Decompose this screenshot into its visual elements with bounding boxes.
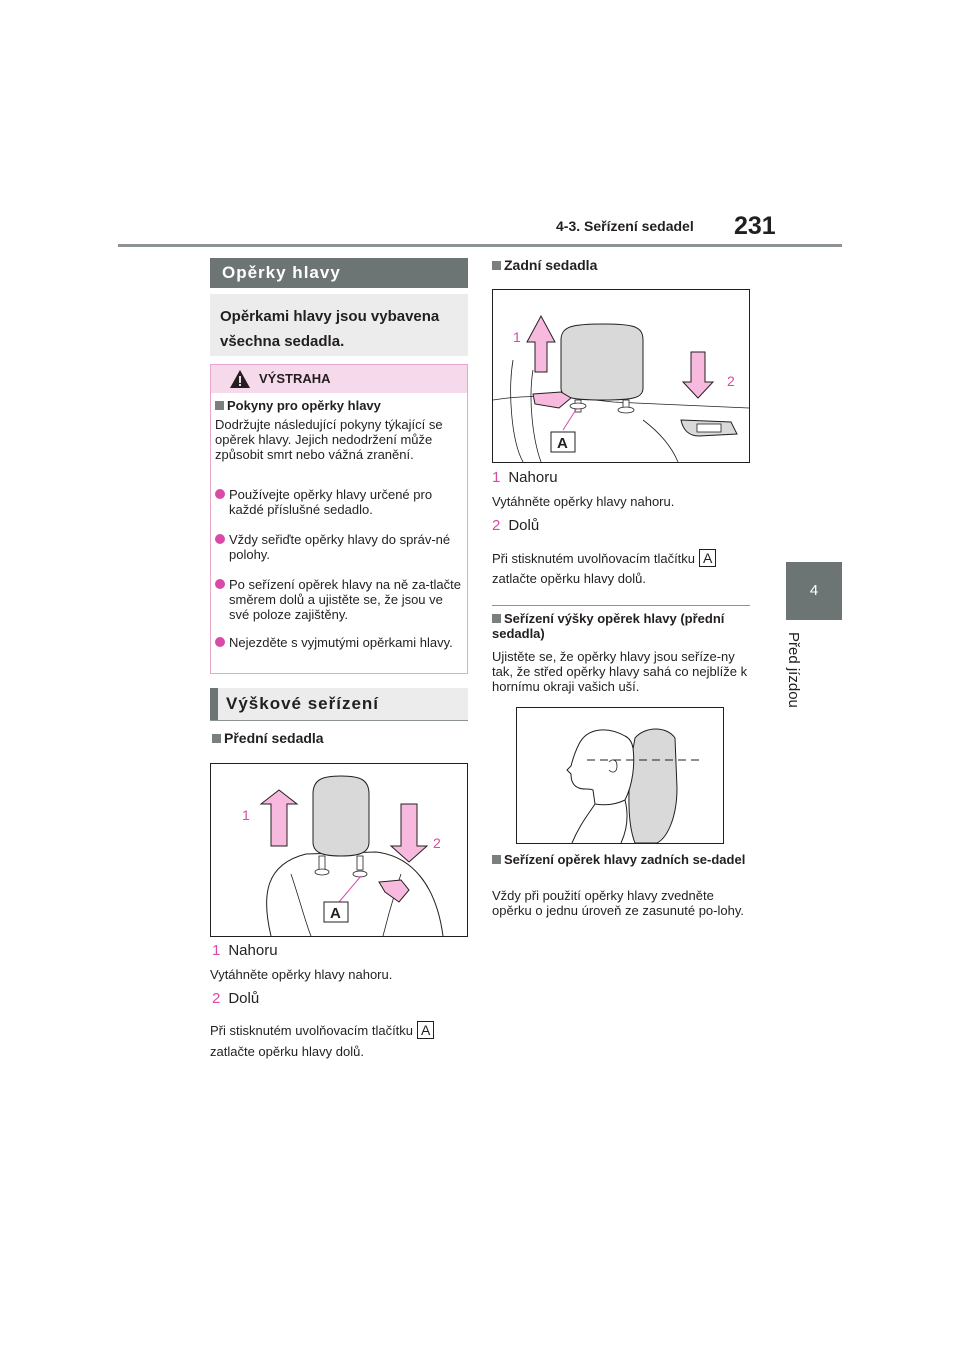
release-button-key: A [699, 549, 716, 567]
front-step-1: 1 Nahoru [212, 942, 278, 959]
height-front-heading: Seřízení výšky opěrek hlavy (přední sedadla) [492, 611, 725, 641]
square-bullet-icon [492, 261, 501, 270]
figure-label-a: A [557, 435, 568, 452]
figure-label-2: 2 [727, 373, 735, 389]
rear-step-2-text-line1: Při stisknutém uvolňovacím tlačítku A [492, 549, 716, 567]
rear-adjust-text: Vždy při použití opěrky hlavy zvedněte opěrku o jednu úroveň ze zasunuté po-lohy. [492, 888, 744, 918]
running-header-section: 4-3. Seřízení sedadel [556, 218, 694, 234]
section-title-bar: Opěrky hlavy [210, 258, 468, 288]
rear-seats-heading: Zadní sedadla [492, 257, 597, 273]
rear-step-1: 1 Nahoru [492, 469, 558, 486]
warning-box [210, 364, 468, 674]
warning-bullet: Používejte opěrky hlavy určené pro každé příslušné sedadlo. [215, 487, 461, 517]
chapter-tab-label: Před jízdou [785, 632, 802, 708]
front-step-2-text-line1: Při stisknutém uvolňovacím tlačítku A [210, 1021, 434, 1039]
bullet-dot-icon [215, 579, 225, 589]
square-bullet-icon [492, 614, 501, 623]
front-seats-heading: Přední sedadla [212, 730, 324, 746]
warning-triangle-icon [229, 369, 251, 389]
warning-subtitle: Pokyny pro opěrky hlavy [215, 398, 381, 413]
square-bullet-icon [215, 401, 224, 410]
page-number: 231 [734, 212, 776, 240]
square-bullet-icon [212, 734, 221, 743]
section-title-height: Výškové seřízení [210, 688, 468, 720]
intro-box: Opěrkami hlavy jsou vybavena všechna sedadla. [210, 294, 468, 356]
square-bullet-icon [492, 855, 501, 864]
rear-adjust-heading: Seřízení opěrek hlavy zadních se-dadel [492, 852, 750, 867]
bullet-dot-icon [215, 534, 225, 544]
header-rule [118, 244, 842, 247]
figure-label-a: A [330, 905, 341, 922]
front-step-1-text: Vytáhněte opěrky hlavy nahoru. [210, 967, 393, 982]
bullet-dot-icon [215, 489, 225, 499]
head-position-figure [516, 707, 724, 844]
figure-label-2: 2 [433, 835, 441, 851]
warning-bullet: Po seřízení opěrek hlavy na ně za-tlačte směrem dolů a ujistěte se, že jsou ve své poloze zajištěny. [215, 577, 461, 622]
figure-label-1: 1 [513, 329, 521, 345]
release-button-key: A [417, 1021, 434, 1039]
warning-bullet: Nejezděte s vyjmutými opěrkami hlavy. [215, 635, 461, 650]
rear-step-1-text: Vytáhněte opěrky hlavy nahoru. [492, 494, 675, 509]
rear-step-2-text-line2: zatlačte opěrku hlavy dolů. [492, 571, 646, 586]
figure-label-1: 1 [242, 807, 250, 823]
front-headrest-figure [210, 763, 468, 937]
rear-step-2: 2 Dolů [492, 517, 540, 534]
section-rule [210, 720, 468, 721]
warning-body: Dodržujte následující pokyny týkající se opěrek hlavy. Jejich nedodržení může způsobit smrt nebo vážná zranění. [215, 417, 443, 462]
bullet-dot-icon [215, 637, 225, 647]
divider-rule [492, 605, 750, 606]
chapter-tab[interactable]: 4 [786, 562, 842, 620]
rear-headrest-figure [492, 289, 750, 463]
height-front-text: Ujistěte se, že opěrky hlavy jsou seříze-ny tak, že střed opěrky hlavy sahá co nejblíže k hornímu okraji vašich uší. [492, 649, 748, 694]
front-step-2-text-line2: zatlačte opěrku hlavy dolů. [210, 1044, 364, 1059]
warning-title: VÝSTRAHA [259, 371, 331, 386]
warning-bullet: Vždy seřiďte opěrky hlavy do správ-né polohy. [215, 532, 461, 562]
front-step-2: 2 Dolů [212, 990, 260, 1007]
